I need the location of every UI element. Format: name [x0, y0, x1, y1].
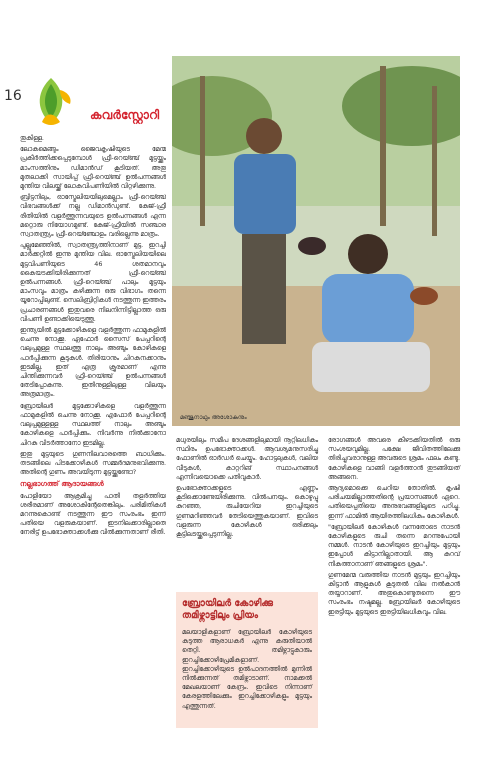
paragraph: മധുരയിലും സമീപ ദേശങ്ങളിലുമായി നൂറ്റിലധികം സ്ഥിരം ഉപഭോക്താക്കൾ. ആവശ്യമനുസരിച്ചു ഫോണിൽ ഓർഡർ ചെയ്യും. ഹോട്ടലുകൾ, വലിയ വീടുകൾ, കാറ്ററിങ് സ്ഥാപനങ്ങൾ എന്നിവയൊക്കെ പതിവുകാർ.: [176, 436, 318, 481]
paragraph: തുകിള്ള.: [20, 134, 44, 142]
paragraph: ബ്രിട്ടനിലും, ഓസ്ട്രേലിയയിലുമെല്ലാം ഫ്രീ-റെയ്ഞ്ച് വിഭവങ്ങൾക്ക് നല്ല ഡിമാൻഡുണ്ട്. കേജ്-ഫ്രീ രീതിയിൽ വളർത്തുന്നവയുടെ ഉൽപന്നങ്ങൾ എന്ന മറ്റൊരു നിയോഗമുണ്ട്. കേജ്-ഫ്രീയിൽ സഞ്ചാര സ്വാതന്ത്ര്യം ഫ്രീ-റെയ്ഞ്ചോളം വരില്ലെന്നു മാത്രം.: [20, 193, 166, 239]
paragraph: ബ്രോയിലർ മുട്ടക്കോഴികളെ വളർത്തുന്ന ഫാമുകളിൽ ചെന്നു നോക്കൂ. എഫോർ പേപ്പറിന്റെ വലുപ്പമുള്ളള്ള സ്ഥലത്ത് നാലും അഞ്ചും കോഴികളെ പാർപ്പിക്കും. നിവർന്നു നിൽക്കാനോ ചിറകു വിടർത്താനോ ഇടമില്ല.: [20, 401, 166, 447]
paragraph: ഇന്ത്യയിൽ മുട്ടക്കോഴികളെ വളർത്തുന്ന ഫാമുകളിൽ ചെന്നു നോക്കൂ. ഏഫോർ സൈസ് പേപ്പറിന്റെ വലുപ്പമുള്ള സ്ഥലത്തു നാലും അഞ്ചും കോഴികളെ പാർപ്പിക്കുന്ന കൂടുകൾ. തിരിയാനും ചിറകനക്കാനും ഇടമില്ല. ഇത് എത്ര ക്രൂരമാണ് എന്നു ചിന്തിക്കുന്നവർ ഫ്രീ-റെയ്ഞ്ച് ഉൽപന്നങ്ങൾ തേടിപ്പോകുന്നു. ഇതിനുള്ളിലുള്ള വിലയും അത്രമാത്രം.: [20, 326, 166, 399]
paragraph: ഇതു മുട്ടയുടെ ഗുണനിലവാരത്തെ ബാധിക്കും. തടങ്ങിലെ പിടക്കോഴികൾ സമ്മർദമനുഭവിക്കുന്നു. അതിന്റെ ഗുണം അവയിടുന്ന മുട്ടയ്ക്കുണ്ടോ?: [20, 449, 166, 477]
left-column: [20, 134, 166, 774]
highlight-box: [176, 592, 318, 728]
paragraph: ഉപഭോക്താക്കളുടെ എണ്ണം കൂടിക്കൊണ്ടേയിരിക്കുന്നു. വിൽപനയും. കൊഴുപ്പു കുറഞ്ഞ, രുചിയേറിയ ഇറച്ചിയുടെ ഗുണമറിഞ്ഞവർ തേടിയെത്തുകയാണ്. ഇവിടെ വളരുന്ന കോഴികൾ ഒരിക്കലും കൂട്ടിലടയ്ക്കപ്പെടുന്നില്ല.: [176, 484, 318, 539]
section-title: കവർസ്റ്റോറി: [90, 108, 160, 122]
paragraph: ആദ്യമൊക്കെ ചെറിയ തോതിൽ. കൃഷി പരിചയമില്ലാത്തതിന്റെ പ്രയാസങ്ങൾ ഏറെ. പതിയെപ്പതിയെ അനുഭവങ്ങളിലൂടെ പഠിച്ചു. ഇന്ന് ഫാമിൽ ആയിരത്തിലധികം കോഴികൾ.: [328, 484, 460, 520]
middle-column: [176, 436, 318, 541]
page-number: 16: [4, 88, 22, 104]
highlight-body: മലയാളികളാണ് ബ്രോയിലർ കോഴിയുടെ കടുത്ത ആരാധകർ എന്നു കരുതിയാൽ തെറ്റി. തമിഴ്നാട്ടുകാരും ഇറച്ചിക്കോഴിപ്രേമികളാണ്. ഇറച്ചിക്കോഴിയുടെ ഉൽപാദനത്തിൽ മുന്നിൽ നിൽക്കുന്നത് തമിഴ്നാടാണ്. നാമക്കൽ മേഖലയാണ് കേന്ദ്രം. ഇവിടെ നിന്നാണ് കേരളത്തിലേക്കും ഇറച്ചിക്കോഴികളും മുട്ടയും എത്തുന്നത്.: [182, 628, 312, 710]
paragraph: ഗുണമേന്മ വരുത്തിയ നാടൻ മുട്ടയും ഇറച്ചിയും കിട്ടാൻ ആളുകൾ കൂടുതൽ വില നൽകാൻ തയ്യാറാണ്. അതുകൊണ്ടുതന്നെ ഈ സംരംഭം നഷ്ടമല്ല. ബ്രോയിലർ കോഴിയുടെ ഇരട്ടിയും മുട്ടയുടെ ഇരട്ടിയിലധികവും വില.: [328, 570, 460, 616]
paragraph: രോഗങ്ങൾ അവരെ കീഴടക്കിയതിൽ ഒരു സംശയവുമില്ല. പക്ഷേ ജീവിതത്തിലേക്കു തിരിച്ചുവരാനുള്ള അവരുടെ ശ്രമം ഫലം കണ്ടു. കോഴികളെ വാങ്ങി വളർത്താൻ തുടങ്ങിയത് അങ്ങനെ.: [328, 436, 460, 481]
subheading: നല്ലഭാഗത്ത് ആദായങ്ങൾ: [20, 480, 104, 489]
paragraph: പോളിയോ ആക്രമിച്ചു പാതി തളർത്തിയ ശരീരമാണ് അശോകിന്റേതെങ്കിലും. പരിമിതികൾ മറന്നുകൊണ്ട് നടത്തുന്ന ഈ സംരംഭം ഇന്ന് പതിയെ വളരുകയാണ്. ഇടനിലക്കാരില്ലാതെ നേരിട്ട് ഉപഭോക്താക്കൾക്കു വിൽക്കുന്നതാണ് രീതി.: [20, 491, 166, 537]
right-column: [328, 436, 460, 619]
farm-photo: [172, 56, 460, 426]
paragraph: "ബ്രോയിലർ കോഴികൾ വന്നതോടെ നാടൻ കോഴികളുടെ രുചി തന്നെ മറന്നുപോയി നമ്മൾ. നാടൻ കോഴിയുടെ ഇറച്ചിയും മുട്ടയും ഇപ്പോൾ കിട്ടാനില്ലാതായി. ആ കുറവ് നികത്താനാണ് ഞങ്ങളുടെ ശ്രമം".: [328, 522, 460, 568]
paragraph: പുല്ലുമേഞ്ഞിൽ, സ്വാതന്ത്ര്യത്തിനാണ് മുട്ട. ഇറച്ചി മാർക്കറ്റിൽ ഇന്നു മുന്തിയ വില. ഓസ്ട്രേലിയയിലെ മുട്ടവിപണിയുടെ 46 ശതമാനവും കൈയടക്കിയിരിക്കുന്നത് ഫ്രീ-റെയ്ഞ്ച് ഉൽപന്നങ്ങൾ. ഫ്രീ-റെയ്ഞ്ച് പാലും മുട്ടയും മാംസവും മാത്രം കഴിക്കുന്ന ഒരു വിഭാഗം തന്നെ യൂറോപ്പിലുണ്ട്. സെലിബ്രിറ്റികൾ നടത്തുന്ന ഇത്തരം പ്രചാരണങ്ങൾ ഇതുവരെ നിലനിന്നിട്ടില്ലാത്ത ഒരു വിപണി ഉണ്ടാക്കിയെടുത്തു.: [20, 241, 166, 323]
paragraph: ലോകമെങ്ങും ജൈവകൃഷിയുടെ മേന്മ പ്രകീർത്തിക്കപ്പെടുമ്പോൾ ഫ്രീ-റെയ്ഞ്ച് മുട്ടയ്ക്കും മാംസത്തിനും ഡിമാൻഡ് കൂടിയത്. അതു മുതലാക്കി സായിപ്പ് ഫ്രീ-റെയ്ഞ്ച് ഉൽപന്നങ്ങൾ മുന്തിയ വിലയ്ക്ക് ലോകവിപണിയിൽ വിറ്റഴിക്കുന്നു.: [20, 145, 166, 191]
highlight-title: ബ്രോയിലർ കോഴിക്കു തമിഴ്നാട്ടിലും പ്രിയം: [182, 598, 273, 621]
egg-leaf-logo-icon: [24, 72, 78, 130]
photo-caption: മഞ്ജുനാഥും അശോകനും: [180, 414, 247, 421]
